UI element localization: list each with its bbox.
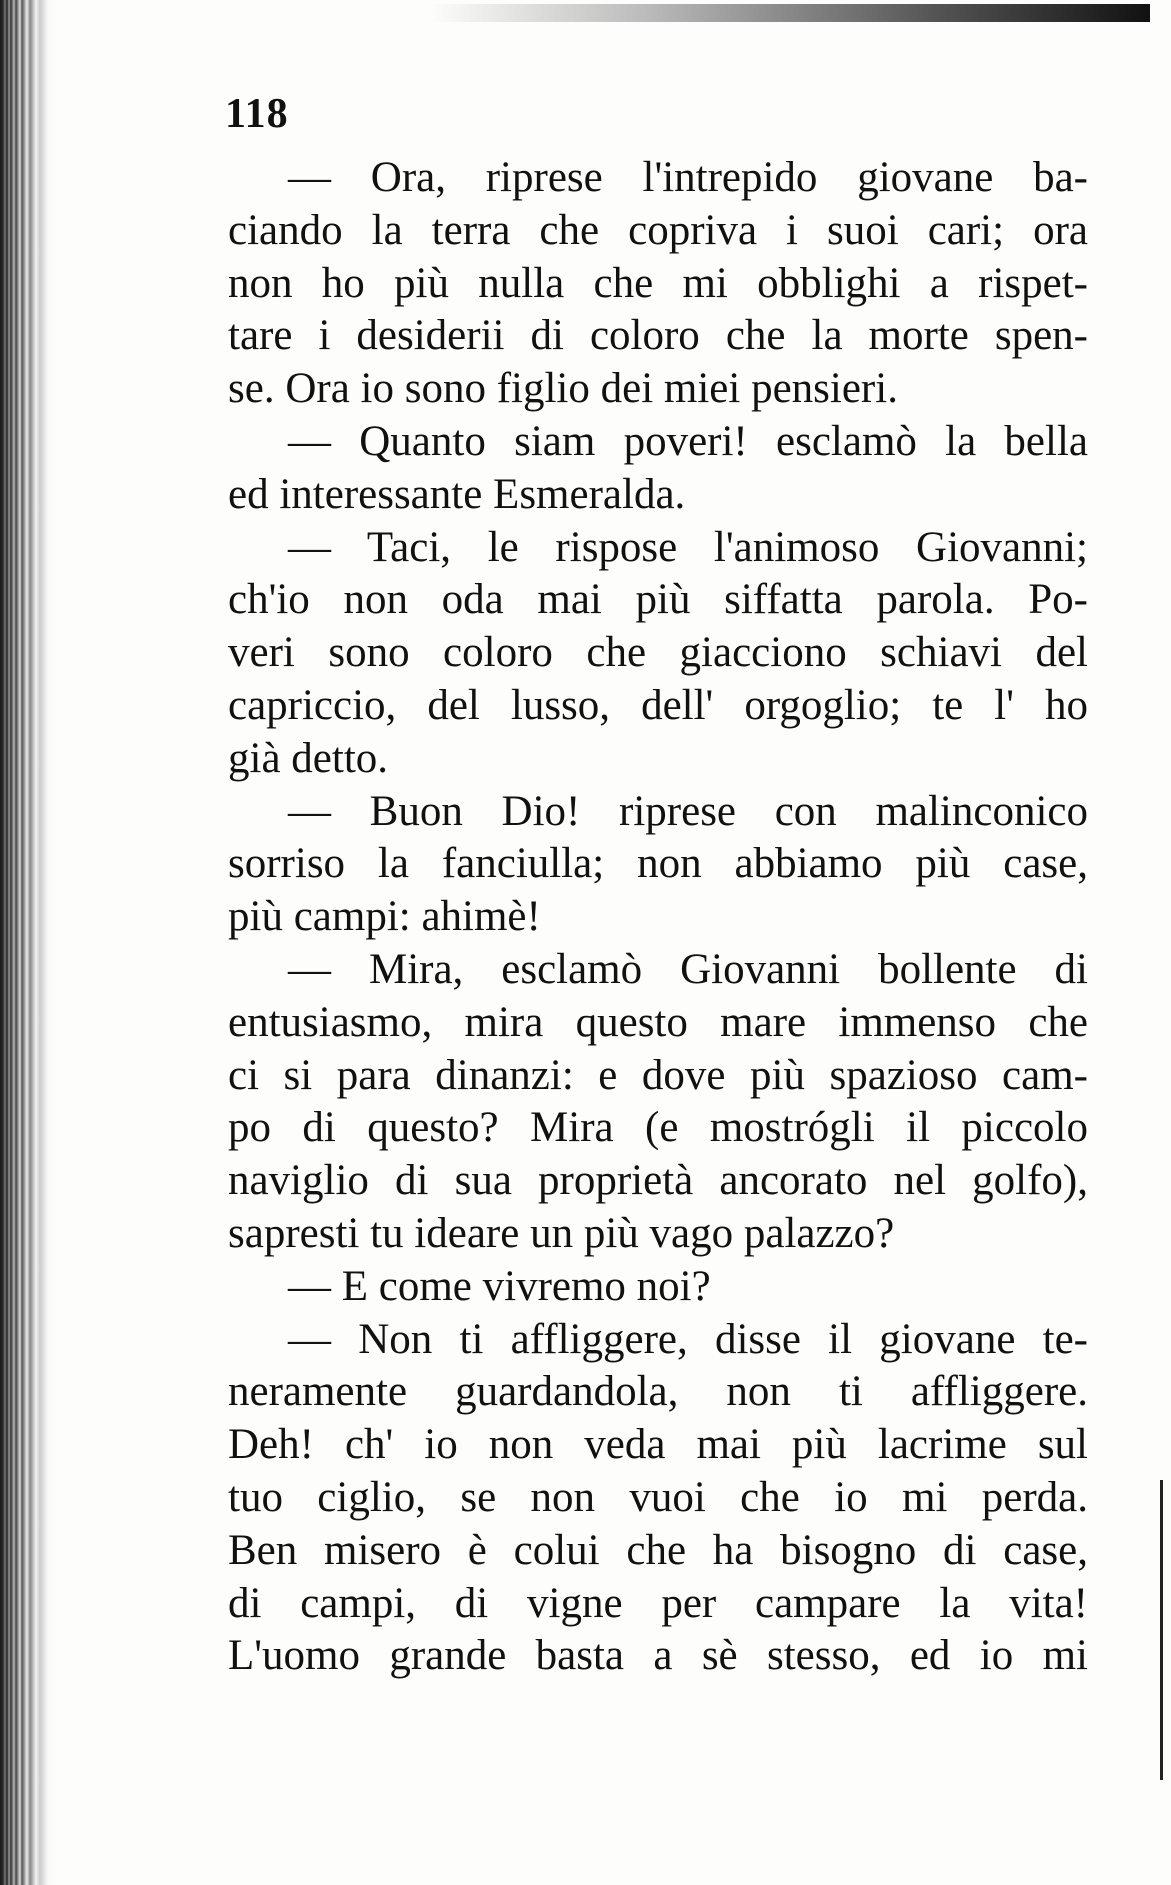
body-text: [228, 152, 1088, 1683]
text-line: Ben misero è colui che ha bisogno di case,: [228, 1526, 1088, 1574]
text-line: po di questo? Mira (e mostrógli il piccolo: [228, 1104, 1088, 1152]
text-line: già detto.: [228, 734, 389, 782]
text-line: — Ora, riprese l'intrepido giovane ba-: [288, 154, 1088, 201]
text-line: di campi, di vigne per campare la vita!: [228, 1579, 1088, 1627]
text-line: non ho più nulla che mi obblighi a rispet-: [228, 259, 1088, 307]
top-edge-shadow: [430, 4, 1150, 22]
text-line: se. Ora io sono figlio dei miei pensieri.: [228, 365, 898, 413]
text-line: sapresti tu ideare un più vago palazzo?: [228, 1209, 895, 1257]
text-line: ed interessante Esmeralda.: [228, 470, 686, 518]
text-line: L'uomo grande basta a sè stesso, ed io mi: [228, 1632, 1088, 1680]
text-line: — Mira, esclamò Giovanni bollente di: [288, 945, 1088, 993]
binding-shadow: [0, 0, 58, 1885]
text-line: tare i desiderii di coloro che la morte spen-: [228, 312, 1088, 360]
page-number: 118: [225, 91, 289, 137]
text-line: ci si para dinanzi: e dove più spazioso cam-: [228, 1051, 1088, 1099]
text-line: — Buon Dio! riprese con malinconico: [288, 787, 1088, 835]
text-line: Deh! ch' io non veda mai più lacrime sul: [228, 1421, 1088, 1469]
text-line: — Taci, le rispose l'animoso Giovanni;: [288, 523, 1088, 571]
text-line: entusiasmo, mira questo mare immenso che: [228, 998, 1088, 1046]
text-line: sorriso la fanciulla; non abbiamo più case,: [228, 840, 1088, 888]
text-line: più campi: ahimè!: [228, 893, 541, 941]
text-line: neramente guardandola, non ti affliggere.: [228, 1368, 1088, 1416]
text-line: veri sono coloro che giacciono schiavi del: [228, 629, 1088, 677]
text-line: ciando la terra che copriva i suoi cari; ora: [228, 206, 1088, 254]
text-line: naviglio di sua proprietà ancorato nel golfo),: [228, 1157, 1088, 1205]
text-line: tuo ciglio, se non vuoi che io mi perda.: [228, 1473, 1088, 1521]
text-line: — Quanto siam poveri! esclamò la bella: [288, 417, 1088, 465]
text-line: capriccio, del lusso, dell' orgoglio; te l' ho: [228, 681, 1088, 729]
text-line: — Non ti affliggere, disse il giovane te-: [288, 1315, 1088, 1363]
text-line: — E come vivremo noi?: [288, 1262, 711, 1310]
right-edge-shadow: [1160, 1480, 1163, 1780]
text-line: ch'io non oda mai più siffatta parola. Po-: [228, 576, 1088, 624]
